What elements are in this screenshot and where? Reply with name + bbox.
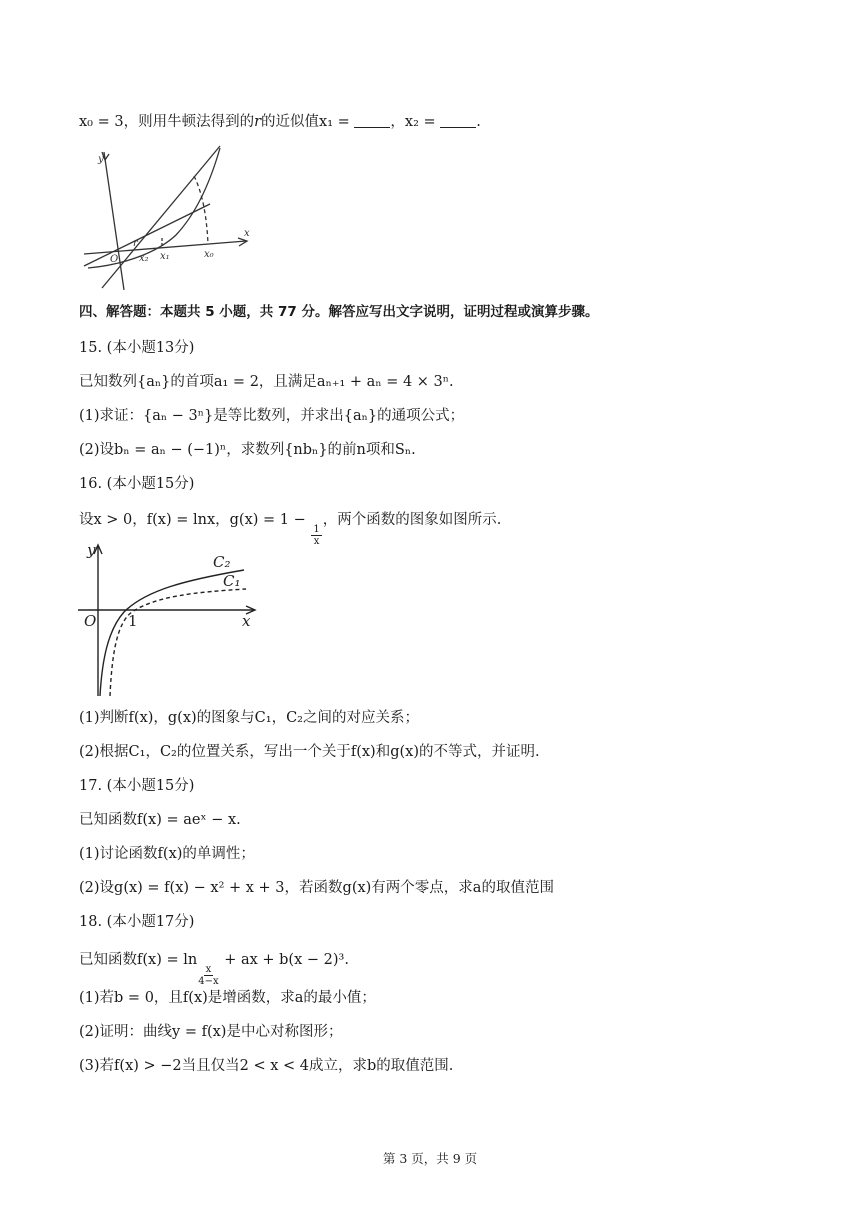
q16-header: 16. (本小题15分)	[79, 476, 195, 492]
q18-part1: (1)若b = 0，且f(x)是增函数，求a的最小值；	[79, 990, 376, 1006]
q18-stem-b: + ax + b(x − 2)³.	[219, 952, 349, 968]
label-x1: x₁	[160, 251, 170, 262]
text-end: .	[476, 114, 481, 130]
tangent-line-1	[102, 146, 220, 288]
separator: ，	[390, 114, 405, 130]
curve	[88, 148, 220, 268]
q16-part2: (2)根据C₁，C₂的位置关系，写出一个关于f(x)和g(x)的不等式，并证明.	[79, 744, 540, 760]
q17-part1: (1)讨论函数f(x)的单调性；	[79, 846, 255, 862]
curve-c1	[110, 589, 246, 696]
label-x: x	[244, 228, 250, 239]
section-heading: 四、解答题：本题共 5 小题，共 77 分。解答应写出文字说明，证明过程或演算步骤。	[79, 304, 599, 320]
var-r: r	[254, 114, 262, 130]
q17-header: 17. (本小题15分)	[79, 778, 195, 794]
text-mid: 的近似值	[261, 114, 320, 130]
label-r: r	[133, 238, 138, 249]
fraction-x-over-4-minus-x	[198, 964, 218, 987]
label-one: 1	[128, 612, 138, 630]
frac-num: 1	[313, 524, 320, 535]
q17-part2: (2)设g(x) = f(x) − x² + x + 3，若函数g(x)有两个零点，求a的取值范围	[79, 880, 554, 896]
newton-answer-line	[79, 112, 481, 132]
y-axis-line	[104, 152, 124, 290]
q16-stem-b: ，两个函数的图象如图所示.	[322, 512, 502, 528]
q15-part2: (2)设bₙ = aₙ − (−1)ⁿ，求数列{nbₙ}的前n项和Sₙ.	[79, 442, 416, 458]
function-graphs-figure	[76, 540, 266, 700]
fraction-one-over-x	[311, 524, 321, 547]
q16-stem-a: 设x > 0，f(x) = lnx，g(x) = 1 −	[79, 512, 311, 528]
answer-blank-x1[interactable]	[354, 113, 390, 128]
q18-part2: (2)证明：曲线y = f(x)是中心对称图形；	[79, 1024, 343, 1040]
q16-part1: (1)判断f(x)，g(x)的图象与C₁，C₂之间的对应关系；	[79, 710, 419, 726]
label-y: y	[98, 154, 104, 165]
x1-label: x₁ =	[319, 114, 355, 130]
label-y: y	[87, 541, 96, 559]
q18-header: 18. (本小题17分)	[79, 914, 195, 930]
answer-blank-x2[interactable]	[440, 113, 476, 128]
q18-part3: (3)若f(x) > −2当且仅当2 < x < 4成立，求b的取值范围.	[79, 1058, 454, 1074]
q17-stem: 已知函数f(x) = aeˣ − x.	[79, 812, 241, 828]
label-c2: C₂	[213, 553, 231, 571]
page-footer: 第 3 页，共 9 页	[382, 1151, 478, 1166]
label-x2: x₂	[139, 253, 149, 264]
frac-num: x	[205, 964, 212, 975]
x2-label: x₂ =	[404, 114, 441, 130]
label-x: x	[242, 612, 251, 630]
text-lead: x₀ = 3，则用牛顿法得到的	[79, 114, 255, 130]
q18-stem-a: 已知函数f(x) = ln	[79, 952, 198, 968]
label-c1: C₁	[223, 572, 241, 590]
q18-stem	[79, 950, 349, 987]
label-origin: O	[110, 254, 119, 265]
frac-den: 4−x	[198, 976, 219, 987]
frac-den: x	[313, 536, 320, 547]
q15-stem: 已知数列{aₙ}的首项a₁ = 2，且满足aₙ₊₁ + aₙ = 4 × 3ⁿ.	[79, 374, 454, 390]
q15-header: 15. (本小题13分)	[79, 340, 195, 356]
label-origin: O	[84, 612, 97, 630]
q15-part1: (1)求证：{aₙ − 3ⁿ}是等比数列，并求出{aₙ}的通项公式；	[79, 408, 465, 424]
label-x0: x₀	[204, 249, 214, 260]
newton-method-figure	[80, 140, 260, 290]
